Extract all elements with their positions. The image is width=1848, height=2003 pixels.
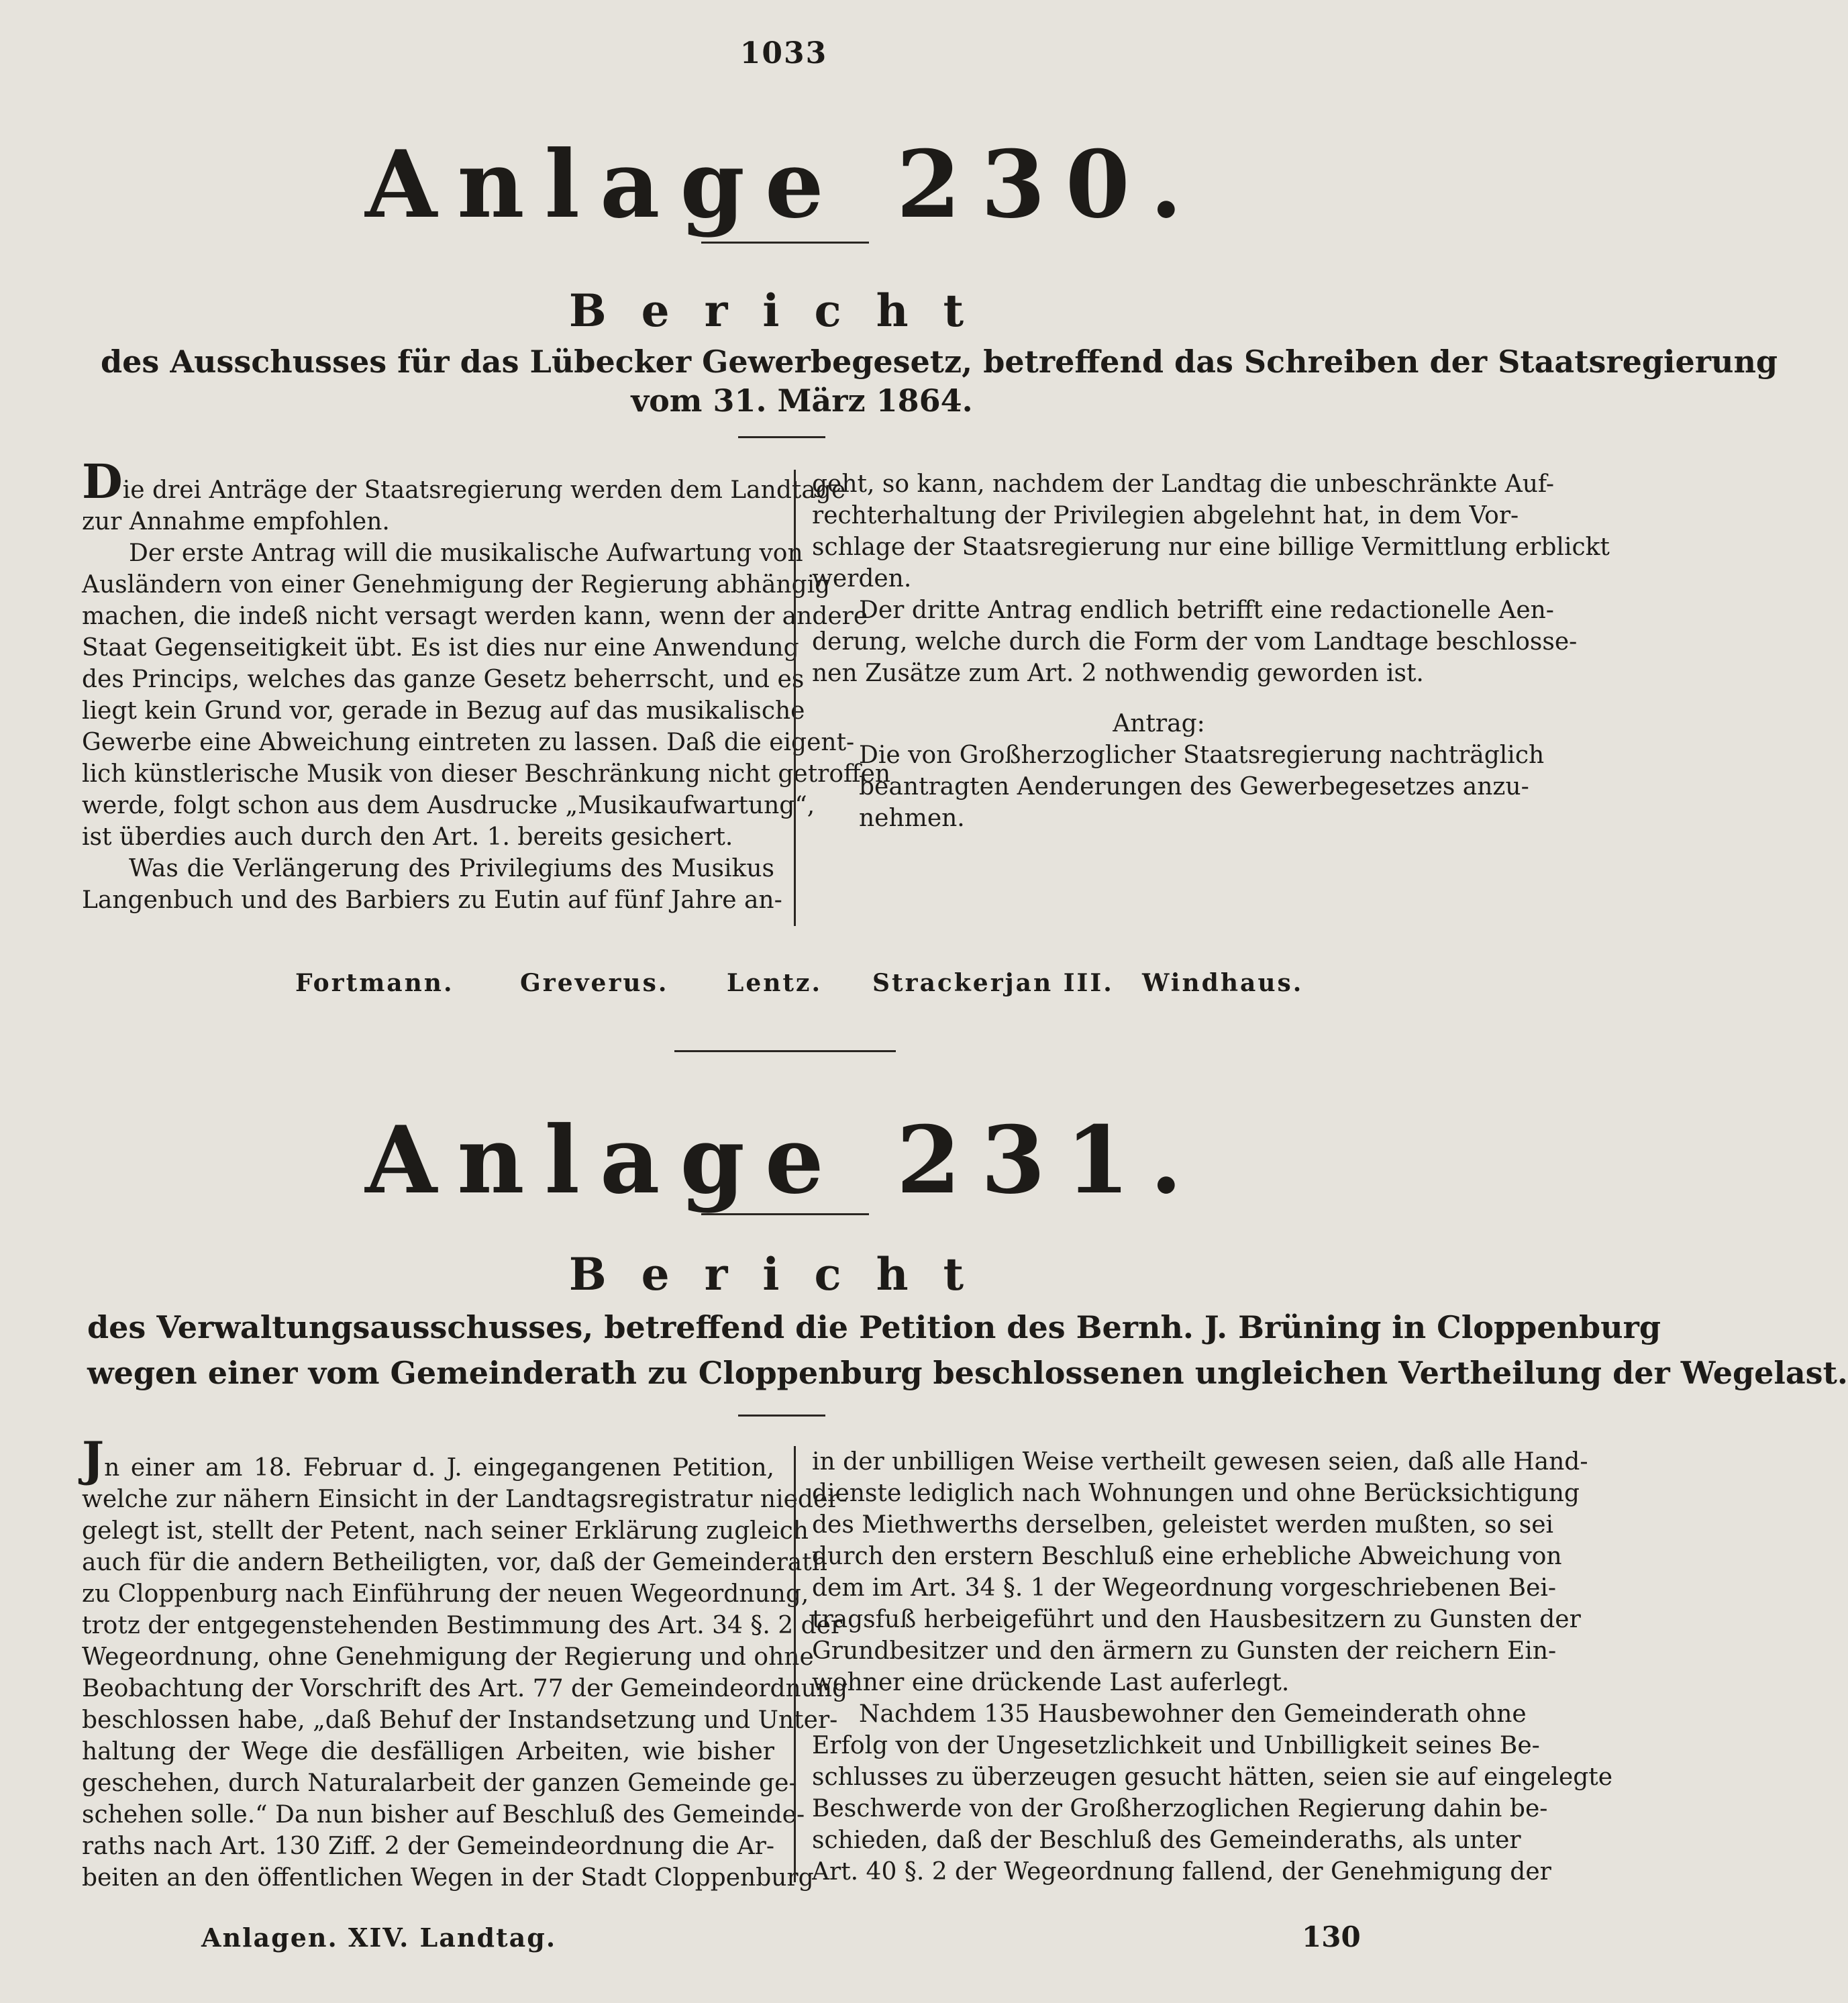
text-line: Grundbesitzer und den ärmern zu Gunsten der reichern Ein-	[812, 1637, 1557, 1665]
text-line-rest: n einer am 18. Februar d. J. eingegangenen Petition,	[104, 1454, 774, 1482]
anlage-230-title: Anlage 230.	[365, 130, 1202, 239]
text-line-rest: ie drei Anträge der Staatsregierung werden dem Landtage	[122, 476, 846, 504]
text-line: zur Annahme empfohlen.	[82, 508, 390, 535]
anlage-231-subtitle-line: des Verwaltungsausschusses, betreffend die Petition des Bernh. J. Brüning in Cloppenburg	[87, 1309, 1661, 1345]
text-line: Langenbuch und des Barbiers zu Eutin auf fünf Jahre an-	[82, 886, 782, 914]
text-line: Ausländern von einer Genehmigung der Regierung abhängig	[82, 571, 831, 599]
text-line: Gewerbe eine Abweichung eintreten zu lassen. Daß die eigent-	[82, 729, 855, 756]
anlage-230-subtitle-line: vom 31. März 1864.	[631, 382, 973, 419]
text-line: Wegeordnung, ohne Genehmigung der Regierung und ohne	[82, 1643, 814, 1671]
drop-capital: J	[82, 1431, 105, 1487]
column-divider	[794, 1446, 796, 1882]
signature: Lentz.	[727, 969, 822, 997]
text-line: des Miethwerths derselben, geleistet werden mußten, so sei	[812, 1511, 1554, 1539]
anlage-230-right-column	[812, 468, 1610, 834]
text-line: dem im Art. 34 §. 1 der Wegeordnung vorgeschriebenen Bei-	[812, 1574, 1557, 1602]
text-line: lich künstlerische Musik von dieser Beschränkung nicht getroffen	[82, 760, 891, 788]
section-separator	[674, 1050, 896, 1052]
text-line: dienste lediglich nach Wohnungen und ohne Berücksichtigung	[812, 1480, 1580, 1507]
text-line: beschlossen habe, „daß Behuf der Instandsetzung und Unter-	[82, 1706, 838, 1734]
text-line: Der erste Antrag will die musikalische Aufwartung von	[129, 540, 803, 567]
text-line: beantragten Aenderungen des Gewerbegesetzes anzu-	[859, 773, 1529, 801]
text-line: nen Zusätze zum Art. 2 nothwendig geworden ist.	[812, 660, 1424, 687]
title-rule	[701, 242, 869, 244]
text-line: liegt kein Grund vor, gerade in Bezug auf das musikalische	[82, 697, 805, 725]
subtitle-rule	[738, 1415, 825, 1417]
text-line: schlage der Staatsregierung nur eine billige Vermittlung erblickt	[812, 533, 1610, 561]
text-line: geschehen, durch Naturalarbeit der ganzen Gemeinde ge-	[82, 1769, 797, 1797]
text-line: Was die Verlängerung des Privilegiums des Musikus	[129, 855, 774, 882]
text-line: schieden, daß der Beschluß des Gemeinderaths, als unter	[812, 1827, 1521, 1854]
text-line: geht, so kann, nachdem der Landtag die unbeschränkte Auf-	[812, 470, 1555, 498]
text-line: schehen solle.“ Da nun bisher auf Beschluß des Gemeinde-	[82, 1801, 805, 1829]
text-line: welche zur nähern Einsicht in der Landtagsregistratur nieder-	[82, 1486, 848, 1513]
signature: Greverus.	[520, 969, 669, 997]
text-line	[82, 1431, 774, 1487]
anlage-231-right-column	[812, 1446, 1613, 1888]
page-number: 1033	[739, 36, 828, 70]
signature: Strackerjan III.	[872, 969, 1114, 997]
anlage-230-left-column	[82, 454, 891, 916]
text-line: Staat Gegenseitigkeit übt. Es ist dies nur eine Anwendung	[82, 634, 799, 662]
text-line: raths nach Art. 130 Ziff. 2 der Gemeindeordnung die Ar-	[82, 1833, 774, 1860]
text-line: werde, folgt schon aus dem Ausdrucke „Musikaufwartung“,	[82, 792, 815, 819]
text-line: Nachdem 135 Hausbewohner den Gemeinderath ohne	[859, 1700, 1527, 1728]
footer-volume-label: Anlagen. XIV. Landtag.	[201, 1922, 557, 1953]
text-line: zu Cloppenburg nach Einführung der neuen Wegeordnung,	[82, 1580, 809, 1608]
anlage-231-subtitle-line: wegen einer vom Gemeinderath zu Cloppenburg beschlossenen ungleichen Vertheilung der Wegelast.	[87, 1355, 1848, 1391]
text-line: werden.	[812, 565, 912, 593]
text-line: des Princips, welches das ganze Gesetz beherrscht, und es	[82, 666, 805, 693]
text-line: Art. 40 §. 2 der Wegeordnung fallend, der Genehmigung der	[812, 1858, 1551, 1886]
title-rule	[701, 1213, 869, 1215]
text-line: tragsfuß herbeigeführt und den Hausbesitzern zu Gunsten der	[812, 1606, 1581, 1633]
text-line: ist überdies auch durch den Art. 1. bereits gesichert.	[82, 823, 733, 851]
subtitle-rule	[738, 436, 825, 438]
anlage-230-bericht-heading: Bericht	[568, 285, 999, 337]
anlage-230-subtitle-line: des Ausschusses für das Lübecker Gewerbegesetz, betreffend das Schreiben der Staatsregierung	[101, 344, 1778, 380]
text-line: in der unbilligen Weise vertheilt gewesen seien, daß alle Hand-	[812, 1448, 1588, 1476]
text-line: schlusses zu überzeugen gesucht hätten, seien sie auf eingelegte	[812, 1763, 1613, 1791]
text-line: nehmen.	[859, 805, 965, 832]
text-line: Beschwerde von der Großherzoglichen Regierung dahin be-	[812, 1795, 1548, 1822]
anlage-231-bericht-heading: Bericht	[568, 1248, 999, 1300]
text-line: Der dritte Antrag endlich betrifft eine redactionelle Aen-	[859, 597, 1554, 624]
text-line	[82, 454, 846, 509]
text-line: wohner eine drückende Last auferlegt.	[812, 1669, 1290, 1696]
column-divider	[794, 470, 796, 926]
text-line: auch für die andern Betheiligten, vor, daß der Gemeinderath	[82, 1549, 827, 1576]
text-line: Die von Großherzoglicher Staatsregierung nachträglich	[859, 741, 1545, 769]
text-line: haltung der Wege die desfälligen Arbeiten, wie bisher	[82, 1738, 774, 1765]
text-line: Beobachtung der Vorschrift des Art. 77 der Gemeindeordnung	[82, 1675, 848, 1702]
text-line: durch den erstern Beschluß eine erhebliche Abweichung von	[812, 1543, 1562, 1570]
antrag-heading: Antrag:	[1113, 710, 1205, 737]
text-line: trotz der entgegenstehenden Bestimmung des Art. 34 §. 2 der	[82, 1612, 843, 1639]
drop-capital: D	[82, 454, 123, 509]
signature: Fortmann.	[295, 969, 454, 997]
text-line: derung, welche durch die Form der vom Landtage beschlosse-	[812, 628, 1578, 656]
anlage-231-title: Anlage 231.	[365, 1105, 1202, 1215]
text-line: rechterhaltung der Privilegien abgelehnt hat, in dem Vor-	[812, 502, 1519, 529]
text-line: Erfolg von der Ungesetzlichkeit und Unbilligkeit seines Be-	[812, 1732, 1540, 1759]
text-line: gelegt ist, stellt der Petent, nach seiner Erklärung zugleich	[82, 1517, 809, 1545]
signature: Windhaus.	[1142, 969, 1304, 997]
anlage-231-left-column	[82, 1431, 848, 1894]
footer-sheet-number: 130	[1302, 1920, 1361, 1953]
text-line: beiten an den öffentlichen Wegen in der Stadt Cloppenburg	[82, 1864, 814, 1892]
text-line: machen, die indeß nicht versagt werden kann, wenn der andere	[82, 603, 868, 630]
